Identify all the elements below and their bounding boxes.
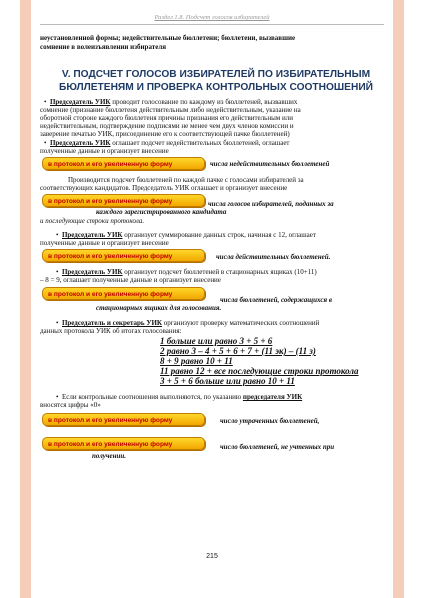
- actor-chairman-secretary: Председатель и секретарь УИК: [61, 319, 162, 327]
- paragraph-1-line-4: недействительным, подтверждение подписями не менее чем двух членов комиссии и: [40, 122, 294, 130]
- control-ratio-5: 3 + 5 + 6 больше или равно 10 + 11: [160, 376, 295, 386]
- paragraph-3-after-2: каждого зарегистрированного кандидата: [96, 208, 227, 216]
- paragraph-1-line-3: оборотной стороне каждого бюллетеня причины признания его действительным или: [40, 114, 293, 122]
- actor-chairman: Председатель УИК: [49, 139, 111, 147]
- paragraph-5-after-1: числа бюллетеней, содержащихся в: [220, 296, 332, 304]
- page-number: 215: [206, 553, 218, 560]
- paragraph-2-after: числа недействительных бюллетеней: [210, 160, 330, 168]
- bullet-icon: •: [56, 268, 59, 276]
- control-ratio-3: 8 + 9 равно 10 + 11: [160, 356, 233, 366]
- paragraph-7-after-1: число утраченных бюллетеней,: [220, 417, 320, 425]
- control-ratio-4: 11 равно 12 + все последующие строки протокола: [160, 366, 359, 376]
- paragraph-3-line-1: Производится подсчет бюллетеней по каждой пачке с голосами избирателей за: [68, 176, 304, 184]
- bullet-icon: •: [56, 393, 59, 401]
- bullet-icon: •: [44, 98, 47, 106]
- paragraph-3-line-2: соответствующих кандидатов. Председатель УИК оглашает и организует внесение: [40, 184, 288, 192]
- paragraph-4-line-2: полученные данные и организует внесение: [40, 239, 169, 247]
- header-divider: [40, 24, 384, 25]
- running-header: Раздел 1.8. Подсчет голосов избирателей: [154, 14, 270, 21]
- paragraph-2-line-2: полученные данные и организует внесение: [40, 147, 169, 155]
- document-page: [40, 0, 384, 598]
- actor-chairman: Председатель УИК: [61, 268, 123, 276]
- control-ratio-1: 1 больше или равно 3 + 5 + 6: [160, 336, 273, 346]
- paragraph-6-line-2: данных протокола УИК об итогах голосования:: [40, 327, 182, 335]
- intro-line-1: неустановленной формы; недействительные бюллетени; бюллетени, вызвавшие: [40, 34, 296, 42]
- paragraph-4-after: числа действительных бюллетеней.: [216, 253, 331, 261]
- paragraph-7-after-3: получении.: [92, 452, 127, 460]
- intro-line-2: сомнение в волеизъявлении избирателя: [40, 43, 167, 51]
- paragraph-1-line-5: заверение печатью УИК, присоединение его к соответствующей пачке бюллетеней): [40, 130, 290, 138]
- right-border-band: [393, 0, 404, 598]
- paragraph-3-after-1: числа голосов избирателей, поданных за: [208, 200, 334, 208]
- paragraph-7-line-2: [40, 401, 101, 409]
- paragraph-7-after-2: число бюллетеней, не учтенных при: [220, 443, 335, 451]
- protocol-entry-button[interactable]: в протокол и его увеличенную форму: [42, 287, 205, 300]
- paragraph-2-text: оглашает подсчет недействительных бюллетеней, оглашает: [112, 139, 290, 147]
- paragraph-6-text: организуют проверку математических соотношений: [163, 319, 320, 327]
- paragraph-5-line-2: – 8 = 9, оглашает полученные данные и организует внесение: [40, 276, 221, 284]
- actor-chairman: председателя УИК: [242, 393, 303, 401]
- protocol-entry-button[interactable]: в протокол и его увеличенную форму: [42, 437, 205, 450]
- actor-chairman: Председатель УИК: [61, 231, 123, 239]
- paragraph-1-text: проводит голосование по каждому из бюллетеней, вызвавших: [112, 98, 298, 106]
- paragraph-7-text: Если контрольные соотношения выполняются, по указанию: [61, 393, 242, 401]
- paragraph-3-after-3: и последующие строки протокола.: [40, 217, 145, 225]
- protocol-entry-button[interactable]: в протокол и его увеличенную форму: [42, 249, 205, 262]
- protocol-entry-button[interactable]: в протокол и его увеличенную форму: [42, 194, 205, 207]
- zero-entry-text: вносятся цифры «0»: [40, 401, 101, 409]
- protocol-entry-button[interactable]: в протокол и его увеличенную форму: [42, 413, 205, 426]
- bullet-icon: •: [56, 319, 59, 327]
- paragraph-4-text: организует суммирование данных строк, начиная с 12, оглашает: [124, 231, 316, 239]
- bullet-icon: •: [56, 231, 59, 239]
- actor-chairman: Председатель УИК: [49, 98, 111, 106]
- paragraph-1-line-2: сомнение (признание бюллетеня действительным либо недействительным, указание на: [40, 106, 301, 114]
- protocol-entry-button[interactable]: в протокол и его увеличенную форму: [42, 157, 205, 170]
- section-title-line-2: БЮЛЛЕТЕНЯМ И ПРОВЕРКА КОНТРОЛЬНЫХ СООТНОШЕНИЙ: [59, 82, 373, 93]
- section-title-line-1: V. ПОДСЧЕТ ГОЛОСОВ ИЗБИРАТЕЛЕЙ ПО ИЗБИРАТЕЛЬНЫМ: [61, 69, 371, 80]
- paragraph-5-text: организует подсчет бюллетеней в стационарных ящиках (10+11): [124, 268, 317, 276]
- bullet-icon: •: [44, 139, 47, 147]
- left-border-band: [20, 0, 31, 598]
- paragraph-5-after-2: стационарных ящиках для голосования.: [96, 304, 222, 312]
- control-ratio-2: 2 равно 3 – 4 + 5 + 6 + 7 + (11 эк) – (11 з): [160, 346, 316, 356]
